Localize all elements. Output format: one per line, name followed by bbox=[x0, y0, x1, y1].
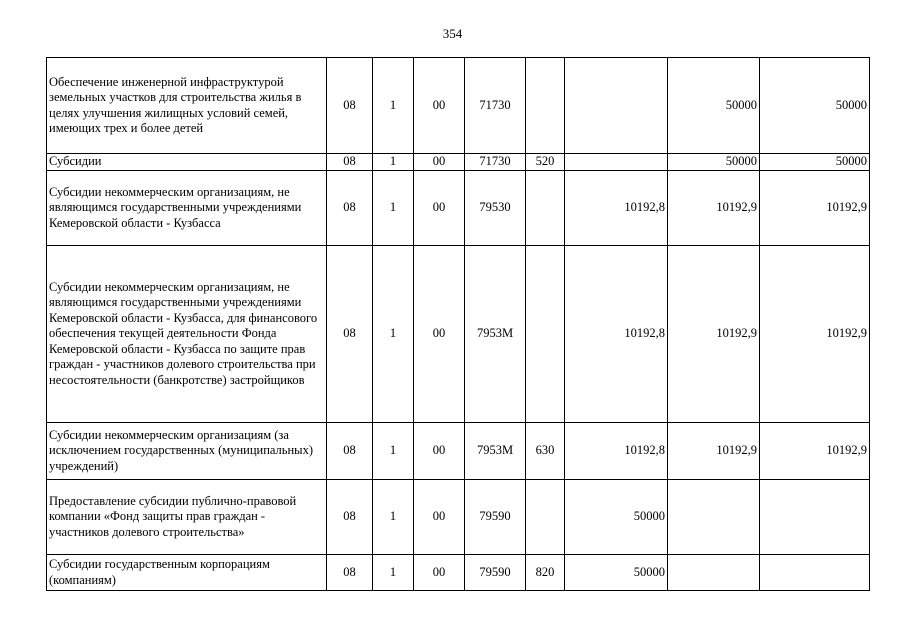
budget-table bbox=[46, 57, 870, 591]
section-code: 08 bbox=[327, 171, 373, 246]
amount-year-3: 50000 bbox=[760, 154, 870, 171]
amount-year-3: 10192,9 bbox=[760, 171, 870, 246]
amount-year-3 bbox=[760, 480, 870, 555]
amount-year-2 bbox=[668, 555, 760, 591]
target-code: 7953М bbox=[465, 423, 526, 480]
amount-year-2: 50000 bbox=[668, 58, 760, 154]
expense-type: 520 bbox=[526, 154, 565, 171]
subsection-code: 1 bbox=[373, 58, 414, 154]
amount-year-3: 10192,9 bbox=[760, 246, 870, 423]
target-code: 79530 bbox=[465, 171, 526, 246]
program-code: 00 bbox=[414, 423, 465, 480]
target-code: 71730 bbox=[465, 58, 526, 154]
page-number: 354 bbox=[442, 26, 463, 41]
section-code: 08 bbox=[327, 154, 373, 171]
program-code: 00 bbox=[414, 246, 465, 423]
subsection-code: 1 bbox=[373, 555, 414, 591]
target-code: 7953М bbox=[465, 246, 526, 423]
target-code: 79590 bbox=[465, 555, 526, 591]
expense-type bbox=[526, 171, 565, 246]
subsection-code: 1 bbox=[373, 246, 414, 423]
expense-type: 820 bbox=[526, 555, 565, 591]
target-code: 71730 bbox=[465, 154, 526, 171]
section-code: 08 bbox=[327, 246, 373, 423]
program-code: 00 bbox=[414, 480, 465, 555]
row-description: Субсидии государственным корпорациям (компаниям) bbox=[47, 555, 327, 591]
amount-year-2: 10192,9 bbox=[668, 423, 760, 480]
row-description: Субсидии некоммерческим организациям, не являющимся государственными учреждениями Кемеровской области - Кузбасса, для финансового обеспечения текущей деятельности Фонда Кемеровской области - Кузбасса по защите прав граждан - участников долевого строительства при несостоятельности (банкротстве) застройщиков bbox=[47, 246, 327, 423]
section-code: 08 bbox=[327, 555, 373, 591]
table-row bbox=[47, 171, 870, 246]
amount-year-3: 50000 bbox=[760, 58, 870, 154]
program-code: 00 bbox=[414, 154, 465, 171]
expense-type bbox=[526, 58, 565, 154]
table-row bbox=[47, 555, 870, 591]
table-row bbox=[47, 154, 870, 171]
table-row bbox=[47, 246, 870, 423]
row-description: Субсидии некоммерческим организациям (за исключением государственных (муниципальных) учреждений) bbox=[47, 423, 327, 480]
amount-year-3: 10192,9 bbox=[760, 423, 870, 480]
amount-year-1: 10192,8 bbox=[565, 423, 668, 480]
amount-year-2 bbox=[668, 480, 760, 555]
section-code: 08 bbox=[327, 480, 373, 555]
section-code: 08 bbox=[327, 423, 373, 480]
subsection-code: 1 bbox=[373, 423, 414, 480]
amount-year-1 bbox=[565, 58, 668, 154]
amount-year-1 bbox=[565, 154, 668, 171]
row-description: Субсидии некоммерческим организациям, не являющимся государственными учреждениями Кемеровской области - Кузбасса bbox=[47, 171, 327, 246]
row-description: Обеспечение инженерной инфраструктурой земельных участков для строительства жилья в целях улучшения жилищных условий семей, имеющих трех и более детей bbox=[47, 58, 327, 154]
table-row bbox=[47, 423, 870, 480]
subsection-code: 1 bbox=[373, 154, 414, 171]
subsection-code: 1 bbox=[373, 171, 414, 246]
amount-year-1: 10192,8 bbox=[565, 171, 668, 246]
expense-type bbox=[526, 246, 565, 423]
amount-year-2: 10192,9 bbox=[668, 246, 760, 423]
section-code: 08 bbox=[327, 58, 373, 154]
target-code: 79590 bbox=[465, 480, 526, 555]
amount-year-1: 50000 bbox=[565, 480, 668, 555]
program-code: 00 bbox=[414, 171, 465, 246]
program-code: 00 bbox=[414, 555, 465, 591]
expense-type: 630 bbox=[526, 423, 565, 480]
expense-type bbox=[526, 480, 565, 555]
amount-year-2: 10192,9 bbox=[668, 171, 760, 246]
amount-year-2: 50000 bbox=[668, 154, 760, 171]
table-row bbox=[47, 58, 870, 154]
row-description: Субсидии bbox=[47, 154, 327, 171]
amount-year-3 bbox=[760, 555, 870, 591]
amount-year-1: 50000 bbox=[565, 555, 668, 591]
amount-year-1: 10192,8 bbox=[565, 246, 668, 423]
table-row bbox=[47, 480, 870, 555]
row-description: Предоставление субсидии публично-правовой компании «Фонд защиты прав граждан - участников долевого строительства» bbox=[47, 480, 327, 555]
program-code: 00 bbox=[414, 58, 465, 154]
subsection-code: 1 bbox=[373, 480, 414, 555]
